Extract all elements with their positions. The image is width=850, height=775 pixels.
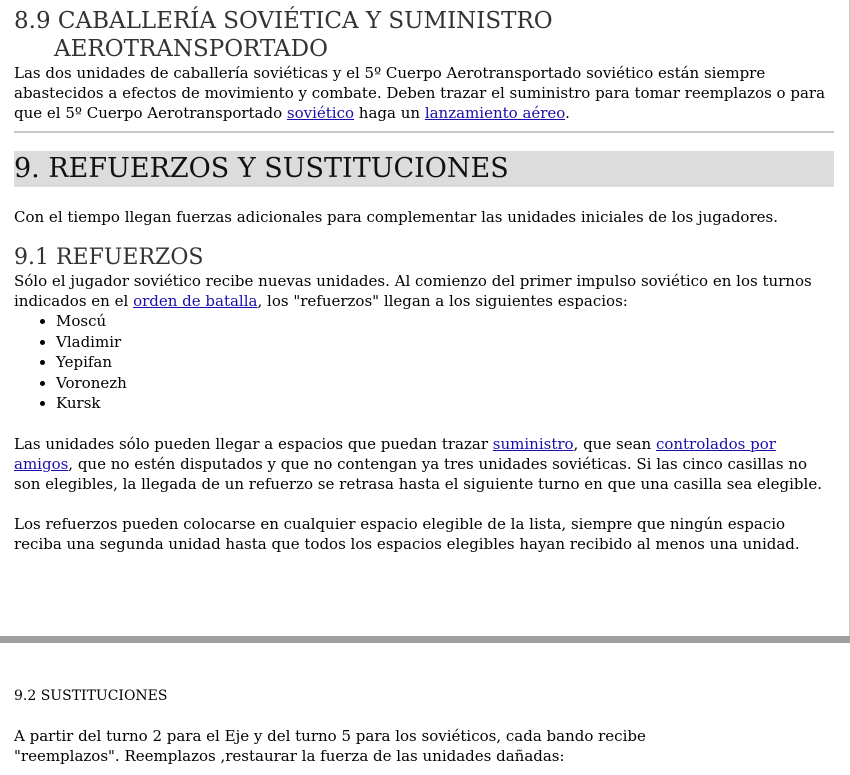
text-run: .	[565, 104, 570, 122]
text-run: , los "refuerzos" llegan a los siguientes espacios:	[257, 292, 628, 310]
spacer	[14, 706, 834, 726]
section-8-9-heading	[14, 7, 834, 63]
list-item: • Moscú	[56, 311, 834, 332]
reinforcement-places-list	[14, 311, 834, 414]
link-controlados-por-amigos[interactable]: controlados por amigos	[14, 434, 776, 473]
document-page	[14, 0, 834, 554]
section-9-1-paragraph-1	[14, 271, 834, 311]
section-divider	[14, 131, 834, 133]
spacer	[14, 494, 834, 514]
section-9-2-paragraph	[14, 726, 834, 766]
text-run: , que no estén disputados y que no contengan ya tres unidades soviéticas. Si las cinco casillas no son elegibles, la llegada de un refuerzo se retrasa hasta el siguiente turno en que una casilla sea elegible.	[14, 454, 822, 493]
page-break-bar	[0, 636, 850, 643]
list-item: • Yepifan	[56, 352, 834, 373]
section-9-1-paragraph-2	[14, 434, 834, 494]
section-9-1-heading: 9.1 REFUERZOS	[14, 245, 204, 270]
link-lanzamiento-aereo[interactable]: lanzamiento aéreo	[424, 104, 566, 122]
second-page	[14, 686, 834, 766]
list-item: • Kursk	[56, 393, 834, 414]
section-9-2-heading: 9.2 SUSTITUCIONES	[14, 688, 168, 704]
section-9-heading: 9. REFUERZOS Y SUSTITUCIONES	[14, 151, 834, 187]
section-9-2-line2: "reemplazos". Reemplazos ,restaurar la fuerza de las unidades dañadas:	[14, 747, 565, 765]
link-orden-de-batalla[interactable]: orden de batalla	[133, 292, 258, 310]
section-9-1-paragraph-3: Los refuerzos pueden colocarse en cualquier espacio elegible de la lista, siempre que ningún espacio reciba una segunda unidad hasta que todos los espacios elegibles hayan recibido al menos una unidad.	[14, 514, 800, 553]
section-8-9-paragraph	[14, 63, 834, 123]
text-run: haga un	[354, 104, 425, 122]
spacer	[14, 414, 834, 434]
list-item: • Vladimir	[56, 332, 834, 353]
link-suministro[interactable]: suministro	[492, 434, 574, 453]
spacer	[14, 187, 834, 207]
list-item: • Voronezh	[56, 373, 834, 394]
section-8-9-title-line1: 8.9 CABALLERÍA SOVIÉTICA Y SUMINISTRO	[14, 8, 553, 34]
text-run: , que sean	[573, 434, 656, 453]
section-8-9-title-line2: AEROTRANSPORTADO	[54, 36, 328, 62]
text-run: Sólo el jugador soviético recibe nuevas unidades. Al comienzo del primer impulso soviético en los turnos indicados en el	[14, 272, 812, 310]
section-9-2-line1: A partir del turno 2 para el Eje y del turno 5 para los soviéticos, cada bando recibe	[14, 727, 646, 745]
section-9-intro: Con el tiempo llegan fuerzas adicionales para complementar las unidades iniciales de los jugadores.	[14, 208, 778, 226]
text-run: Las dos unidades de caballería soviéticas y el 5º Cuerpo Aerotransportado soviético están siempre abastecidos a efectos de movimiento y combate. Deben trazar el suministro para tomar reemplazos o para que el 5º Cuerpo Aerotransportado	[14, 64, 826, 122]
link-sovietico[interactable]: soviético	[286, 104, 355, 122]
text-run: Las unidades sólo pueden llegar a espacios que puedan trazar	[14, 434, 493, 453]
